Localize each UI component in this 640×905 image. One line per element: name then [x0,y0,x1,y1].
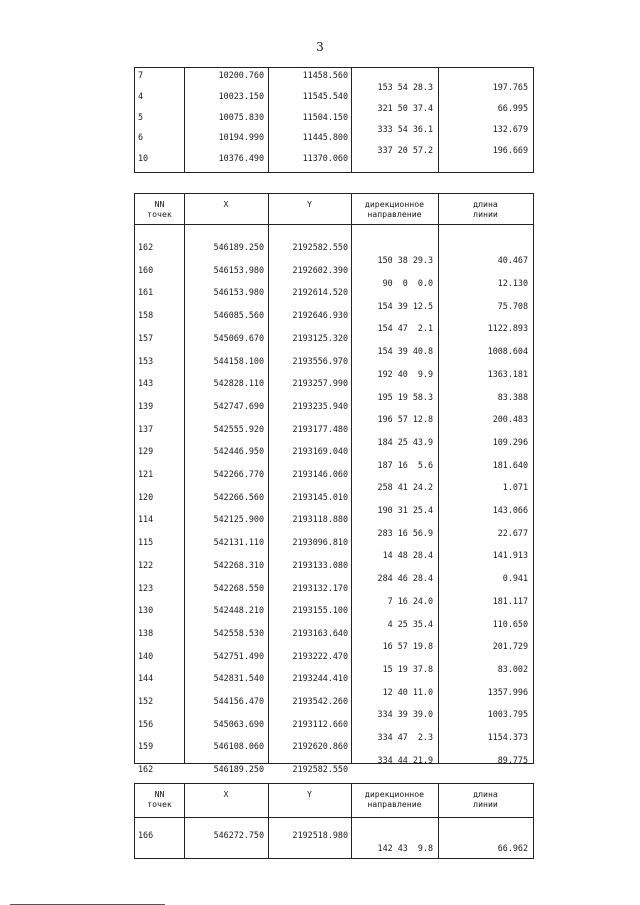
point-number: 121 [138,469,154,479]
point-x: 542268.310 [213,559,264,570]
line-length: 66.962 [497,843,528,854]
header-direction: дирекционное [364,199,425,209]
point-y: 2193177.480 [292,423,348,434]
header-points: точек [147,799,172,809]
point-number: 137 [138,423,154,434]
line-length: 109.296 [492,436,528,447]
point-number: 139 [138,400,154,411]
point-x: 542448.210 [213,605,264,616]
coordinates-table-2 [134,193,534,775]
page-number: 3 [316,40,324,54]
direction-angle: 187 16 5.6 [377,459,433,470]
direction-angle: 154 39 12.5 [377,300,433,311]
point-number: 6 [138,132,144,143]
point-y: 2192614.520 [292,287,348,298]
point-x: 542558.530 [213,627,264,638]
direction-angle: 192 40 9.9 [377,368,433,379]
point-y: 2192602.390 [292,264,348,275]
point-number: 156 [138,718,154,729]
point-number: 129 [138,446,154,457]
point-y: 2193169.040 [292,446,348,457]
point-y: 11370.060 [302,153,348,164]
coordinates-table-3 [134,783,534,859]
direction-angle: 184 25 43.9 [377,436,433,447]
point-number: 143 [138,378,154,389]
line-length: 110.650 [492,618,528,629]
header-y: Y [307,199,312,209]
point-x: 546153.980 [213,264,264,275]
point-x: 542266.560 [213,491,264,502]
point-y: 11458.560 [302,70,348,80]
direction-angle: 284 46 28.4 [377,573,433,584]
line-length: 22.677 [497,527,528,538]
point-y: 2192582.550 [292,242,348,252]
point-x: 542446.950 [213,446,264,457]
line-length: 1122.893 [487,323,528,334]
direction-angle: 153 54 28.3 [377,82,433,93]
point-y: 2192518.980 [292,830,348,840]
header-x: X [223,199,229,209]
point-y: 2193556.970 [292,355,348,366]
point-number: 158 [138,310,154,321]
point-y: 2193542.260 [292,696,348,706]
header-y: Y [307,789,312,799]
point-y: 2193096.810 [292,537,348,548]
direction-angle: 12 40 11.0 [377,686,433,697]
direction-angle: 150 38 29.3 [377,255,433,266]
point-x: 546189.250 [213,764,264,775]
header-length-2: линии [473,209,498,219]
point-y: 2193118.880 [292,514,348,525]
point-number: 5 [138,111,144,122]
direction-angle: 195 19 58.3 [377,391,433,402]
line-length: 40.467 [497,255,528,266]
direction-angle: 334 39 39.0 [377,709,433,720]
point-x: 545069.670 [213,332,264,343]
point-x: 10023.150 [218,90,264,101]
point-x: 10075.830 [218,111,264,122]
line-length: 197.765 [492,82,528,93]
line-length: 132.679 [492,124,528,134]
header-direction: дирекционное [364,789,425,799]
point-number: 120 [138,491,154,502]
line-length: 181.640 [492,459,528,470]
header-direction-2: направление [367,209,422,219]
header-length: длина [473,199,498,209]
point-number: 153 [138,355,154,366]
point-y: 11445.800 [302,132,348,143]
point-y: 11504.150 [302,111,348,122]
point-y: 2193133.080 [292,559,348,570]
direction-angle: 334 44 21.9 [377,754,433,765]
point-x: 10194.990 [218,132,264,143]
direction-angle: 190 31 25.4 [377,505,433,516]
direction-angle: 333 54 36.1 [377,124,433,134]
line-length: 1003.795 [487,709,528,720]
point-number: 162 [138,242,154,252]
header-nn: NN [154,789,165,799]
point-y: 2192582.550 [292,764,348,775]
point-y: 2193155.100 [292,605,348,616]
direction-angle: 154 39 40.8 [377,346,433,357]
line-length: 143.066 [492,505,528,516]
direction-angle: 334 47 2.3 [377,732,433,743]
line-length: 83.002 [497,663,528,674]
point-y: 2193112.660 [292,718,348,729]
line-length: 75.708 [497,300,528,311]
point-x: 542831.540 [213,673,264,684]
line-length: 1154.373 [487,732,528,743]
point-number: 122 [138,559,154,570]
point-x: 545063.690 [213,718,264,729]
point-x: 542555.920 [213,423,264,434]
point-number: 160 [138,264,154,275]
point-number: 123 [138,582,154,593]
point-number: 144 [138,673,154,684]
point-x: 542751.490 [213,650,264,661]
line-length: 1363.181 [487,368,528,379]
line-length: 1357.996 [487,686,528,697]
point-number: 4 [138,90,144,101]
point-x: 542747.690 [213,400,264,411]
direction-angle: 283 16 56.9 [377,527,433,538]
point-number: 10 [138,153,149,164]
point-number: 161 [138,287,154,298]
direction-angle: 321 50 37.4 [377,103,433,114]
point-y: 2193132.170 [292,582,348,593]
point-x: 546085.560 [213,310,264,321]
direction-angle: 196 57 12.8 [377,414,433,425]
point-y: 11545.540 [302,90,348,101]
direction-angle: 14 48 28.4 [377,550,433,561]
line-length: 200.483 [492,414,528,425]
point-y: 2193163.640 [292,627,348,638]
direction-angle: 4 25 35.4 [377,618,433,629]
direction-angle: 15 19 37.8 [377,663,433,674]
point-number: 114 [138,514,154,525]
point-y: 2193125.320 [292,332,348,343]
direction-angle: 7 16 24.0 [377,595,433,606]
line-length: 66.995 [497,103,528,114]
direction-angle: 258 41 24.2 [377,482,433,493]
point-number: 140 [138,650,154,661]
point-number: 138 [138,627,154,638]
point-x: 10376.490 [218,153,264,164]
point-x: 542266.770 [213,469,264,479]
point-x: 546189.250 [213,242,264,252]
header-nn: NN [154,199,165,209]
direction-angle: 154 47 2.1 [377,323,433,334]
point-x: 544158.100 [213,355,264,366]
coordinates-table-1 [134,67,534,173]
point-y: 2193257.990 [292,378,348,389]
line-length: 0.941 [502,573,528,584]
line-length: 12.130 [497,278,528,289]
line-length: 196.669 [492,144,528,155]
point-x: 546108.060 [213,741,264,752]
point-number: 162 [138,764,154,775]
line-length: 83.388 [497,391,528,402]
line-length: 201.729 [492,641,528,652]
line-length: 141.913 [492,550,528,561]
direction-angle: 16 57 19.8 [377,641,433,652]
header-direction-2: направление [367,799,422,809]
point-x: 542828.110 [213,378,264,389]
point-y: 2193145.010 [292,491,348,502]
header-points: точек [147,209,172,219]
point-y: 2193244.410 [292,673,348,684]
point-number: 7 [138,70,144,80]
line-length: 181.117 [492,595,528,606]
point-x: 10200.760 [218,70,264,80]
point-number: 157 [138,332,154,343]
point-x: 546153.980 [213,287,264,298]
direction-angle: 337 20 57.2 [377,144,433,155]
point-x: 546272.750 [213,830,264,840]
point-x: 542268.550 [213,582,264,593]
point-number: 115 [138,537,154,548]
header-x: X [223,789,229,799]
direction-angle: 142 43 9.8 [377,843,433,854]
point-number: 130 [138,605,154,616]
point-number: 159 [138,741,154,752]
point-x: 542125.900 [213,514,264,525]
point-y: 2193222.470 [292,650,348,661]
line-length: 1.071 [502,482,528,493]
direction-angle: 90 0 0.0 [377,278,433,289]
header-length: длина [473,789,498,799]
header-length-2: линии [473,799,498,809]
point-number: 166 [138,830,154,840]
point-y: 2193235.940 [292,400,348,411]
line-length: 1008.604 [487,346,528,357]
point-x: 542131.110 [213,537,264,548]
point-y: 2193146.060 [292,469,348,479]
point-y: 2192620.860 [292,741,348,752]
point-x: 544156.470 [213,696,264,706]
line-length: 89.775 [497,754,528,765]
point-number: 152 [138,696,154,706]
point-y: 2192646.930 [292,310,348,321]
